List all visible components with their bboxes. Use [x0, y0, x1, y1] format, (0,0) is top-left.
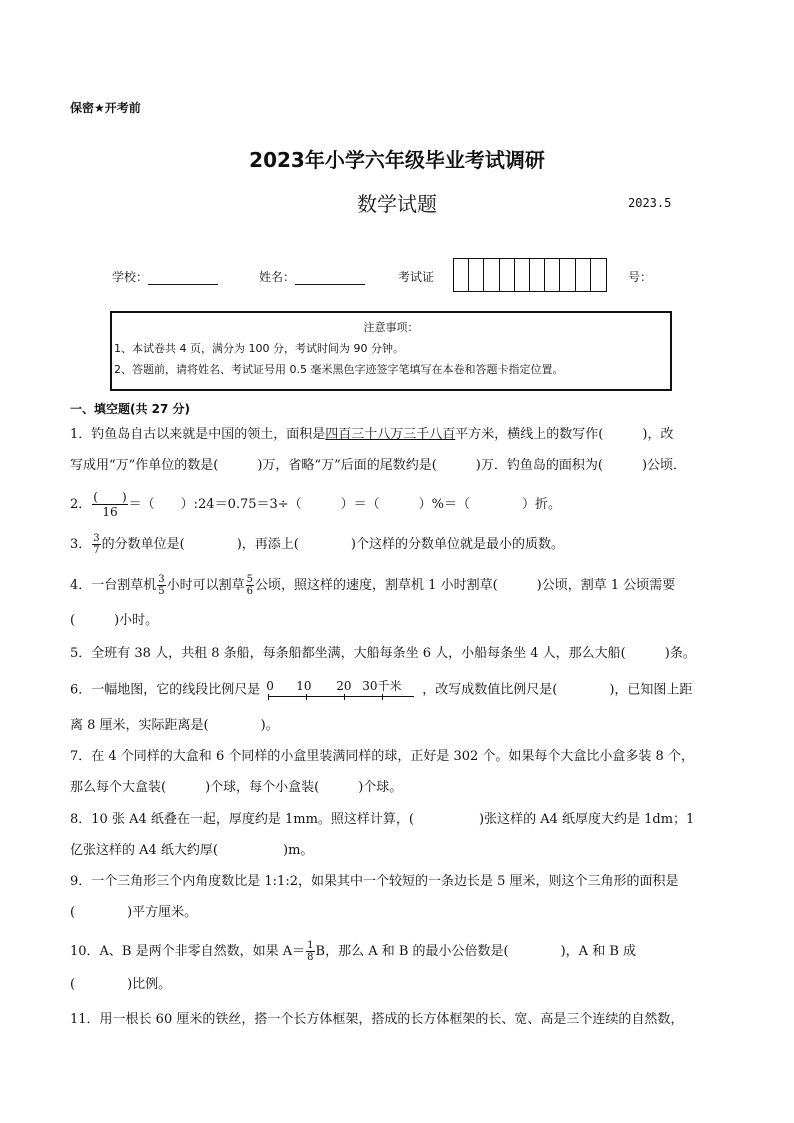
q4-text-b: 小时可以割草 [166, 578, 245, 593]
q4-fraction-area [246, 574, 254, 597]
q10-text-b: B，那么 A 和 B 的最小公倍数是( )，A 和 B 成 [315, 944, 637, 959]
confidential-label: 保密★开考前 [70, 101, 141, 115]
id-cell[interactable] [560, 259, 575, 291]
notice-item: 2、答题前，请将姓名、考试证号用 0.5 毫米黑色字迹签字笔填写在本卷和答题卡指定位置。 [114, 363, 564, 376]
q2-fraction-denominator: 16 [102, 505, 118, 519]
q10-text-a: 10．A、B 是两个非零自然数，如果 A＝ [70, 944, 306, 959]
id-cell[interactable] [484, 259, 499, 291]
q4-frac2-denominator: 6 [246, 586, 254, 597]
q2-prefix: 2． [70, 497, 92, 512]
notice-title: 注意事项： [363, 321, 419, 334]
name-field [259, 268, 365, 285]
section-heading: 一、填空题(共 27 分) [70, 402, 191, 416]
q4-text-a: 4．一台割草机 [70, 578, 157, 593]
scale-tick [306, 694, 307, 700]
question-4-line2: ( )小时。 [70, 613, 159, 628]
q1-text-b: 平方米，横线上的数写作( )，改 [455, 427, 674, 442]
q6-text-b: ，改写成数值比例尺是( )，已知图上距 [422, 682, 693, 698]
exam-subtitle: 数学试题 [357, 192, 437, 216]
scale-label: 30千米 [362, 679, 402, 693]
scale-tick [268, 694, 269, 700]
q1-underlined-number: 四百三十八万三千八百 [325, 427, 456, 442]
q10-fraction [306, 940, 314, 963]
id-cell[interactable] [469, 259, 484, 291]
scale-label: 20 [336, 679, 352, 693]
name-blank[interactable] [295, 272, 365, 285]
school-field [112, 268, 218, 285]
id-cell[interactable] [545, 259, 560, 291]
q4-fraction-hours [157, 574, 165, 597]
question-11: 11．用一根长 60 厘米的铁丝，搭一个长方体框架，搭成的长方体框架的长、宽、高是三个连续的自然数， [70, 1012, 684, 1027]
q3-text: 的分数单位是( )，再添上( )个这样的分数单位就是最小的质数。 [101, 537, 564, 552]
q6-text-a: 6．一幅地图，它的线段比例尺是 [70, 682, 261, 698]
question-8: 8．10 张 A4 纸叠在一起，厚度约是 1mm。照这样计算，( )张这样的 A4 纸厚度大约是 1dm；1 [70, 812, 695, 827]
id-cell[interactable] [500, 259, 515, 291]
question-7-line2: 那么每个大盒装( )个球，每个小盒装( )个球。 [70, 780, 403, 795]
name-label: 姓名： [259, 270, 296, 284]
scale-axis [268, 696, 414, 697]
scale-tick [344, 694, 345, 700]
question-2 [70, 490, 740, 519]
question-6 [70, 680, 740, 701]
question-5: 5．全班有 38 人，共租 8 条船，每条船都坐满，大船每条坐 6 人，小船每条坐 4 人，那么大船( )条。 [70, 646, 696, 661]
scale-label: 10 [296, 679, 312, 693]
id-cell[interactable] [515, 259, 530, 291]
question-1-line2: 写成用“万”作单位的数是( )万，省略“万”后面的尾数约是( )万．钓鱼岛的面积为( )公顷． [70, 458, 687, 473]
school-label: 学校： [112, 270, 149, 284]
q2-fraction [92, 490, 127, 519]
q10-frac-numerator: 1 [307, 940, 314, 951]
exam-id-grid[interactable] [453, 258, 607, 292]
question-8-line2: 亿张这样的 A4 纸大约厚( )m。 [70, 843, 314, 858]
q2-fraction-numerator[interactable]: ( ) [93, 490, 127, 504]
exam-date: 2023.5 [628, 196, 672, 210]
id-suffix: 号： [628, 270, 653, 284]
question-9: 9．一个三角形三个内角度数比是 1:1:2，如果其中一个较短的一条边长是 5 厘米，则这个三角形的面积是 [70, 874, 679, 889]
id-label: 考试证 [398, 270, 435, 284]
exam-title: 2023年小学六年级毕业考试调研 [249, 148, 545, 172]
scale-tick [382, 694, 383, 700]
q3-prefix: 3． [70, 537, 92, 552]
notice-box [110, 311, 672, 391]
id-cell[interactable] [576, 259, 591, 291]
school-blank[interactable] [148, 272, 218, 285]
q4-frac2-numerator: 5 [246, 574, 254, 585]
q3-fraction-numerator: 3 [93, 533, 100, 544]
q10-frac-denominator: 8 [307, 952, 314, 963]
question-4 [70, 574, 740, 597]
question-1 [70, 425, 740, 445]
question-7: 7．在 4 个同样的大盒和 6 个同样的小盒里装满同样的球，正好是 302 个。如果每个大盒比小盒多装 8 个， [70, 749, 694, 764]
question-3 [70, 533, 740, 556]
scale-bar [266, 680, 416, 700]
question-6-line2: 离 8 厘米，实际距离是( )。 [70, 718, 279, 733]
notice-item: 1、本试卷共 4 页，满分为 100 分，考试时间为 90 分钟。 [114, 342, 404, 355]
q3-fraction [92, 533, 100, 556]
q4-text-c: 公顷，照这样的速度，割草机 1 小时割草( )公顷，割草 1 公顷需要 [255, 578, 676, 593]
id-cell[interactable] [530, 259, 545, 291]
q4-frac1-numerator: 3 [158, 574, 165, 585]
id-cell[interactable] [454, 259, 469, 291]
scale-label: 0 [266, 679, 274, 693]
question-9-line2: ( )平方厘米。 [70, 905, 198, 920]
q3-fraction-denominator: 7 [93, 545, 100, 556]
id-cell[interactable] [591, 259, 606, 291]
q2-text: ＝（ ）:24＝0.75＝3÷（ ）＝（ ）%＝（ ）折。 [128, 497, 562, 512]
q1-text-a: 1．钓鱼岛自古以来就是中国的领土，面积是 [70, 427, 326, 442]
question-10-line2: ( )比例。 [70, 977, 172, 992]
q4-frac1-denominator: 5 [158, 586, 165, 597]
question-10 [70, 940, 740, 963]
